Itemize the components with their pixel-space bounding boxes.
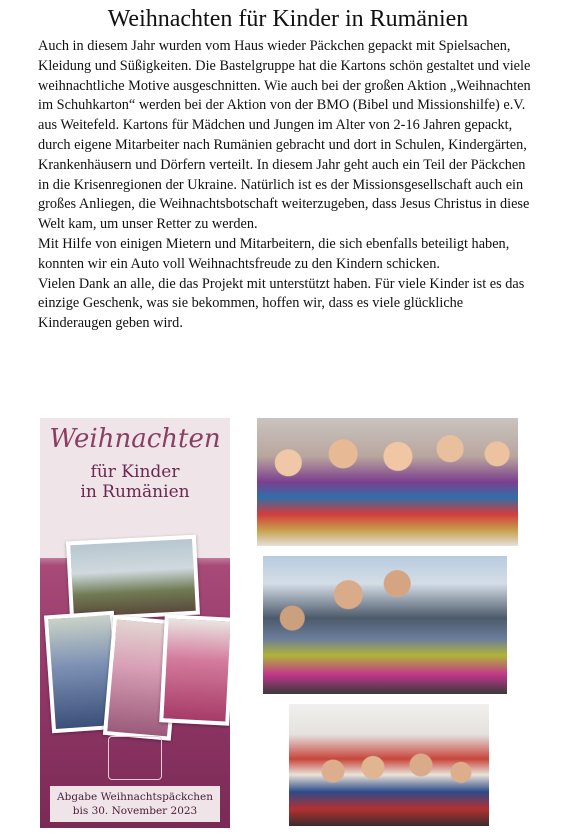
paragraph-3: Vielen Dank an alle, die das Projekt mit unterstützt haben. Für viele Kinder ist es das einzige Geschenk, was sie bekommen, hoffen wir, dass es viele glückliche Kinderaugen geben wird. [38, 275, 525, 332]
article-body [38, 37, 538, 334]
photo-boys-opening-boxes [263, 556, 507, 694]
photo-children-with-gifts [257, 418, 518, 546]
flyer-photo-group [66, 535, 200, 622]
paragraph-1: Auch in diesem Jahr wurden vom Haus wieder Päckchen gepackt mit Spielsachen, Kleidung und Süßigkeiten. Die Bastelgruppe hat die Kartons schön gestaltet und viele weihnachtliche Motive ausgeschnitten. Wie auch bei der großen Aktion „Weihnachten im Schuhkarton“ werden bei der Aktion von der BMO (Bibel und Missionshilfe) e.V. aus Weitefeld. Kartons für Mädchen und Jungen im Alter von 2-16 Jahren gepackt, durch eigene Mitarbeiter nach Rumänien gebracht und dort in Schulen, Kindergärten, Krankenhäusern und Dörfern verteilt. In diesem Jahr geht auch ein Teil der Päckchen in die Krisenregionen der Ukraine. Natürlich ist es der Missionsgesellschaft auch ein großes Anliegen, die Weihnachtsbotschaft weiterzugeben, dass Jesus Christus in diese Welt kam, um unser Retter zu werden. [38, 38, 531, 233]
flyer-title-line1: Weihnachten [49, 424, 221, 454]
flyer-photo-girl-2 [159, 614, 230, 726]
flyer-title-line3: in Rumänien [80, 482, 190, 502]
flyer-footer-line1: Abgabe Weihnachtspäckchen [57, 791, 213, 803]
page-title: Weihnachten für Kinder in Rumänien [107, 6, 469, 32]
paragraph-2: Mit Hilfe von einigen Mietern und Mitarbeitern, die sich ebenfalls beteiligt haben, konnten wir ein Auto voll Weihnachtsfreude zu den Kindern schicken. [38, 235, 510, 272]
flyer-title-line2: für Kinder [90, 462, 180, 482]
flyer-footer [50, 786, 220, 822]
event-flyer [40, 418, 230, 828]
photo-group-with-shoeboxes [289, 704, 489, 826]
flyer-footer-line2: bis 30. November 2023 [72, 805, 198, 817]
mission-logo-icon [108, 736, 162, 780]
